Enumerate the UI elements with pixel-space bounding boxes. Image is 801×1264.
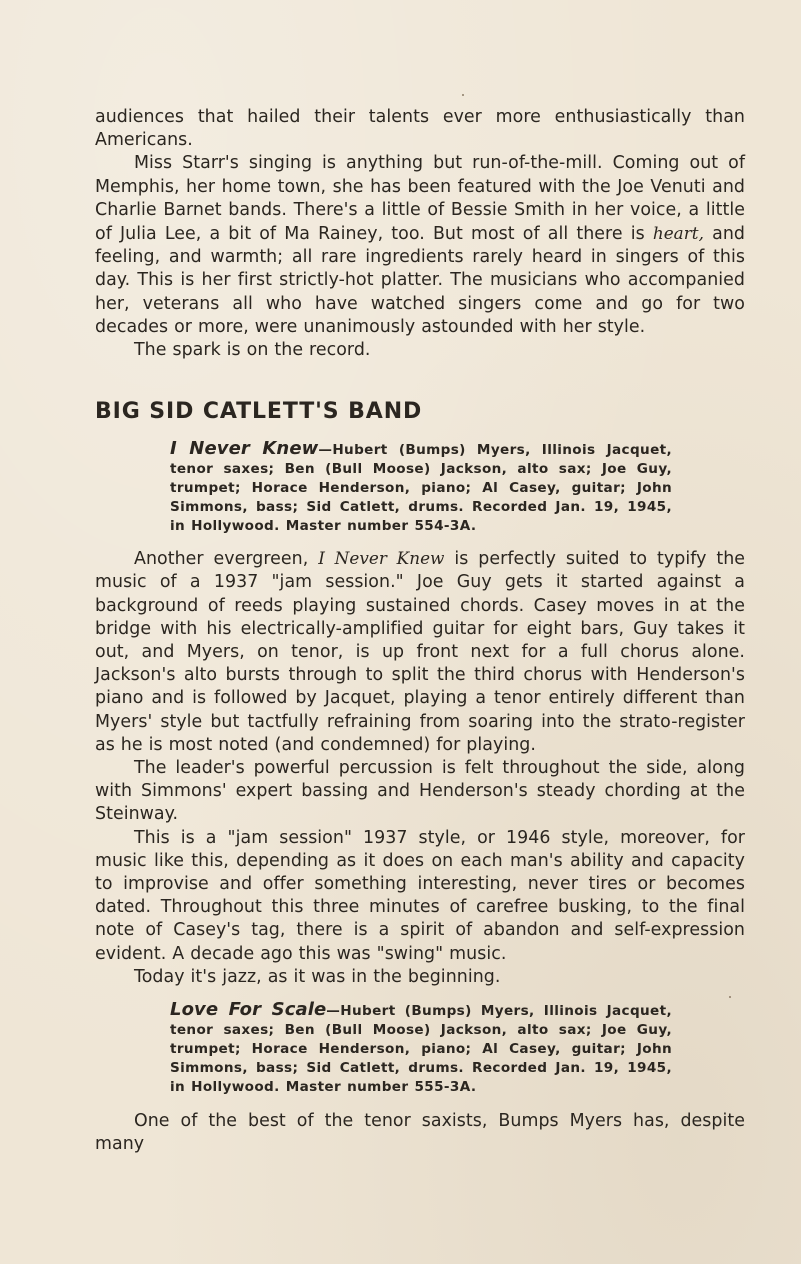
intro-paragraph-2 [95, 152, 745, 339]
section-heading: BIG SID CATLETT'S BAND [95, 399, 423, 425]
track-1-paragraph-1-text-b: is perfectly suited to typify the music of a 1937 "jam session." Joe Guy gets it started against a background of reeds playing sustained chords. Casey moves in at the bridge with his electrically-amplified guitar for eight bars, Guy takes it out, and Myers, on tenor, is up front next for a full chorus alone. Jackson's alto bursts through to split the third chorus with Henderson's piano and is followed by Jacquet, playing a tenor entirely different than Myers' style but tactfully refraining from soaring into the strato-register as he is most noted (and condemned) for playing. [95, 549, 746, 755]
document-page [95, 106, 745, 1157]
track-1-personnel: —Hubert (Bumps) Myers, Illinois Jacquet, tenor saxes; Ben (Bull Moose) Jackson, alto sax; Joe Guy, trumpet; Horace Henderson, piano; Al Casey, guitar; John Simmons, bass; Sid Catlett, drums. Recorded Jan. 19, 1945, in Hollywood. Master number 554-3A. [170, 442, 672, 535]
intro-paragraph-3: The spark is on the record. [134, 340, 371, 361]
track-1-paragraph-2: The leader's powerful percussion is felt throughout the side, along with Simmons' expert bassing and Henderson's steady chording at the Steinway. [95, 758, 745, 825]
intro-paragraph-2-text-b: and feeling, and warmth; all rare ingredients rarely heard in singers of this day. This is her first strictly-hot platter. The musicians who accompanied her, veterans all who have watched singers come and go for two decades or more, were unanimously astounded with her style. [95, 224, 745, 337]
intro-paragraph-2-text-a: Miss Starr's singing is anything but run-of-the-mill. Coming out of Memphis, her home town, she has been featured with the Joe Venuti and Charlie Barnet bands. There's a little of Bessie Smith in her voice, a little of Julia Lee, a bit of Ma Rainey, too. But most of all there is [95, 153, 745, 245]
track-2-title: Love For Scale [170, 999, 327, 1021]
track-1-credits [170, 439, 672, 536]
intro-paragraph-1: audiences that hailed their talents ever more enthusiastically than Americans. [95, 107, 745, 151]
track-2-credits [170, 1000, 672, 1097]
track-1-paragraph-1-text-a: Another evergreen, [134, 549, 319, 570]
paper-speck [462, 94, 464, 96]
track-2-paragraph-1: One of the best of the tenor saxists, Bumps Myers has, despite many [95, 1111, 745, 1155]
track-1-paragraph-3: This is a "jam session" 1937 style, or 1946 style, moreover, for music like this, depending as it does on each man's ability and capacity to improvise and offer something interesting, never tires or becomes dated. Throughout this three minutes of carefree busking, to the final note of Casey's tag, there is a spirit of abandon and self-expression evident. A decade ago this was "swing" music. [95, 827, 745, 964]
track-1-title: I Never Knew [170, 438, 319, 460]
track-1-paragraph-1-italic: I Never Knew [318, 548, 445, 569]
track-1-paragraph-4: Today it's jazz, as it was in the beginning. [134, 966, 501, 987]
track-2-personnel: —Hubert (Bumps) Myers, Illinois Jacquet, tenor saxes; Ben (Bull Moose) Jackson, alto sax; Joe Guy, trumpet; Horace Henderson, piano; Al Casey, guitar; John Simmons, bass; Sid Catlett, drums. Recorded Jan. 19, 1945, in Hollywood. Master number 555-3A. [170, 1003, 672, 1096]
intro-paragraph-2-italic: heart, [652, 223, 704, 244]
track-1-paragraph-1 [95, 547, 745, 757]
